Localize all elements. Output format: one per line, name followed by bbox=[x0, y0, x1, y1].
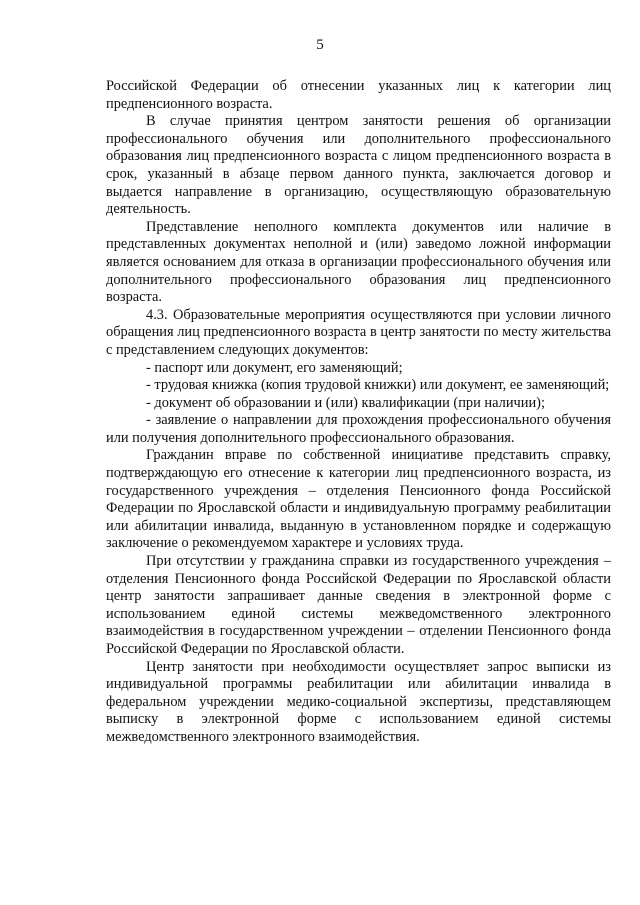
paragraph: Гражданин вправе по собственной инициативе представить справку, подтверждающую его отнесение к категории лиц предпенсионного возраста, из государственного учреждения – отделения Пенсионного фонда Российской Федерации по Ярославской области и индивидуальную программу реабилитации или абилитации инвалида, выданную в установленном порядке и содержащую заключение о рекомендуемом характере и условиях труда. bbox=[106, 447, 611, 552]
page-number: 5 bbox=[316, 37, 324, 53]
paragraph: В случае принятия центром занятости решения об организации профессионального обучения или дополнительного профессионального образования лиц предпенсионного возраста с лицом предпенсионного возраста в срок, указанный в абзаце первом данного пункта, заключается договор и выдается направление в организацию, осуществляющую образовательную деятельность. bbox=[106, 113, 611, 218]
paragraph: - документ об образовании и (или) квалификации (при наличии); bbox=[146, 394, 545, 411]
paragraph: Центр занятости при необходимости осуществляет запрос выписки из индивидуальной программы реабилитации или абилитации инвалида в федеральном учреждении медико-социальной экспертизы, представляющем выписку в электронной форме с использованием единой системы межведомственного электронного взаимодействия. bbox=[106, 658, 611, 745]
paragraph: Представление неполного комплекта документов или наличие в представленных документах неполной и (или) заведомо ложной информации является основанием для отказа в организации профессионального обучения или дополнительного профессионального образования лиц предпенсионного возраста. bbox=[106, 218, 611, 306]
paragraph: При отсутствии у гражданина справки из государственного учреждения – отделения Пенсионного фонда Российской Федерации по Ярославской области центр занятости запрашивает данные сведения в электронной форме с использованием единой системы межведомственного электронного взаимодействия в государственном учреждении – отделении Пенсионного фонда Российской Федерации по Ярославской области. bbox=[106, 553, 611, 657]
paragraph: - паспорт или документ, его заменяющий; bbox=[146, 359, 403, 376]
paragraph: Российской Федерации об отнесении указанных лиц к категории лиц предпенсионного возраста. bbox=[106, 78, 611, 112]
paragraph: - трудовая книжка (копия трудовой книжки) или документ, ее заменяющий; bbox=[146, 377, 610, 394]
body-text bbox=[106, 78, 611, 747]
paragraph: 4.3. Образовательные мероприятия осуществляются при условии личного обращения лиц предпенсионного возраста в центр занятости по месту жительства с представлением следующих документов: bbox=[106, 306, 611, 358]
paragraph: - заявление о направлении для прохождения профессионального обучения или получения дополнительного профессионального образования. bbox=[106, 412, 611, 446]
